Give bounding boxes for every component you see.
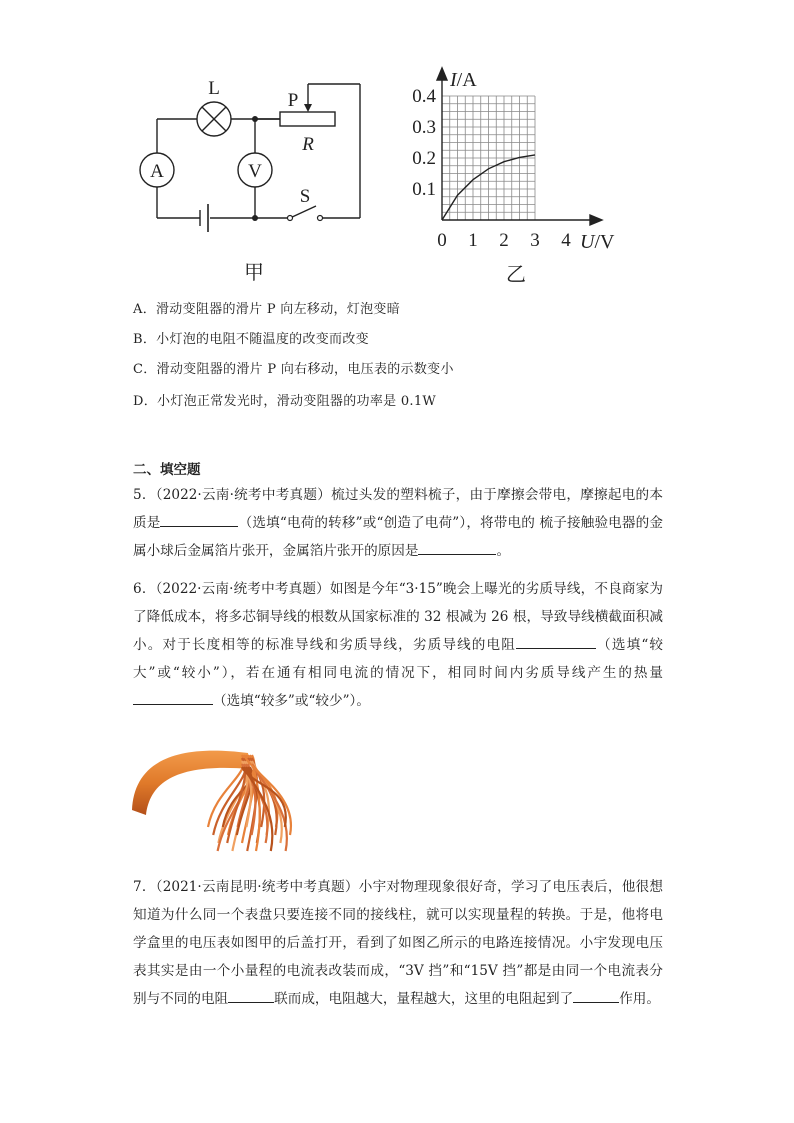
- rheostat-letter: R: [302, 134, 314, 155]
- q6-text-3: （选填“较多”或“较少”）。: [213, 693, 370, 709]
- option-a: A．滑动变阻器的滑片 P 向左移动，灯泡变暗: [133, 302, 400, 317]
- q5-text-2: （选填“电荷的转移”或“创造了电荷”），将带电的 梳子接触验电器的金属小球后金属箔片张开，金属箔片张开的原因是: [133, 515, 663, 559]
- q5-text-3: 。: [496, 543, 511, 559]
- q5-blank-2[interactable]: [418, 540, 496, 555]
- x-tick-label: 4: [561, 230, 571, 251]
- question-6: [133, 575, 663, 715]
- y-tick-label: 0.4: [412, 86, 436, 107]
- option-b: B．小灯泡的电阻不随温度的改变而改变: [133, 332, 369, 347]
- switch-letter: S: [299, 186, 311, 207]
- lamp-letter: L: [208, 78, 220, 99]
- y-tick-label: 0.2: [412, 148, 436, 169]
- y-tick-label: 0.3: [412, 117, 436, 138]
- section-title: 二、填空题: [133, 462, 201, 478]
- question-7: [133, 873, 663, 1013]
- q7-blank-2[interactable]: [573, 988, 619, 1003]
- ammeter-letter: A: [150, 161, 164, 182]
- y-axis-label: I/A: [450, 69, 477, 91]
- inferior-wire-photo: [130, 725, 300, 865]
- voltmeter-letter: V: [248, 161, 262, 182]
- q7-text-3: 作用。: [619, 991, 660, 1007]
- circuit-diagram: [130, 70, 380, 260]
- option-c: C．滑动变阻器的滑片 P 向右移动，电压表的示数变小: [133, 362, 454, 377]
- x-tick-label: 3: [530, 230, 540, 251]
- lamp-symbol: [197, 102, 231, 136]
- q5-blank-1[interactable]: [160, 512, 238, 527]
- q6-text-1: 6．（2022·云南·统考中考真题）如图是今年“3·15”晚会上曝光的劣质导线，不良商家为了降低成本，将多芯铜导线的根数从国家标准的 32 根减为 26 根，导致导线横截面积减小。对于长度相等的标准导线和劣质导线，劣质导线的电阻: [133, 581, 663, 653]
- q7-blank-1[interactable]: [228, 988, 274, 1003]
- slider-letter: P: [287, 90, 299, 111]
- x-tick-label: 1: [468, 230, 478, 251]
- iu-graph: [400, 62, 630, 262]
- y-tick-label: 0.1: [412, 179, 436, 200]
- q7-text-2: 联而成，电阻越大，量程越大，这里的电阻起到了: [274, 991, 574, 1007]
- x-axis-label: U/V: [580, 231, 615, 253]
- x-tick-label: 2: [499, 230, 509, 251]
- circuit-figure-label: 甲: [244, 260, 264, 284]
- y-axis-unit: /A: [456, 69, 477, 91]
- y-axis-arrow: [437, 68, 447, 80]
- graph-figure-label: 乙: [506, 262, 526, 286]
- q7-text-1: 7．（2021·云南昆明·统考中考真题）小宇对物理现象很好奇，学习了电压表后，他很想知道为什么同一个表盘只要连接不同的接线柱，就可以实现量程的转换。于是，他将电学盒里的电压表如图甲的后盖打开，看到了如图乙所示的电路连接情况。小宇发现电压表其实是由一个小量程的电流表改装而成，“3V 挡”和“15V 挡”都是由同一个电流表分别与不同的电阻: [133, 879, 663, 1007]
- q6-text-2: （选填“较大”或“较小”），若在通有相同电流的情况下，相同时间内劣质导线产生的热量: [133, 637, 664, 681]
- q6-blank-2[interactable]: [133, 690, 213, 705]
- question-5: [133, 481, 663, 565]
- x-tick-label: 0: [437, 230, 447, 251]
- q5-text-1: 5．（2022·云南·统考中考真题）梳过头发的塑料梳子，由于摩擦会带电，摩擦起电的本质是: [133, 487, 663, 531]
- option-d: D．小灯泡正常发光时，滑动变阻器的功率是 0.1W: [133, 394, 437, 409]
- x-axis-arrow: [590, 215, 602, 225]
- q6-blank-1[interactable]: [516, 634, 596, 649]
